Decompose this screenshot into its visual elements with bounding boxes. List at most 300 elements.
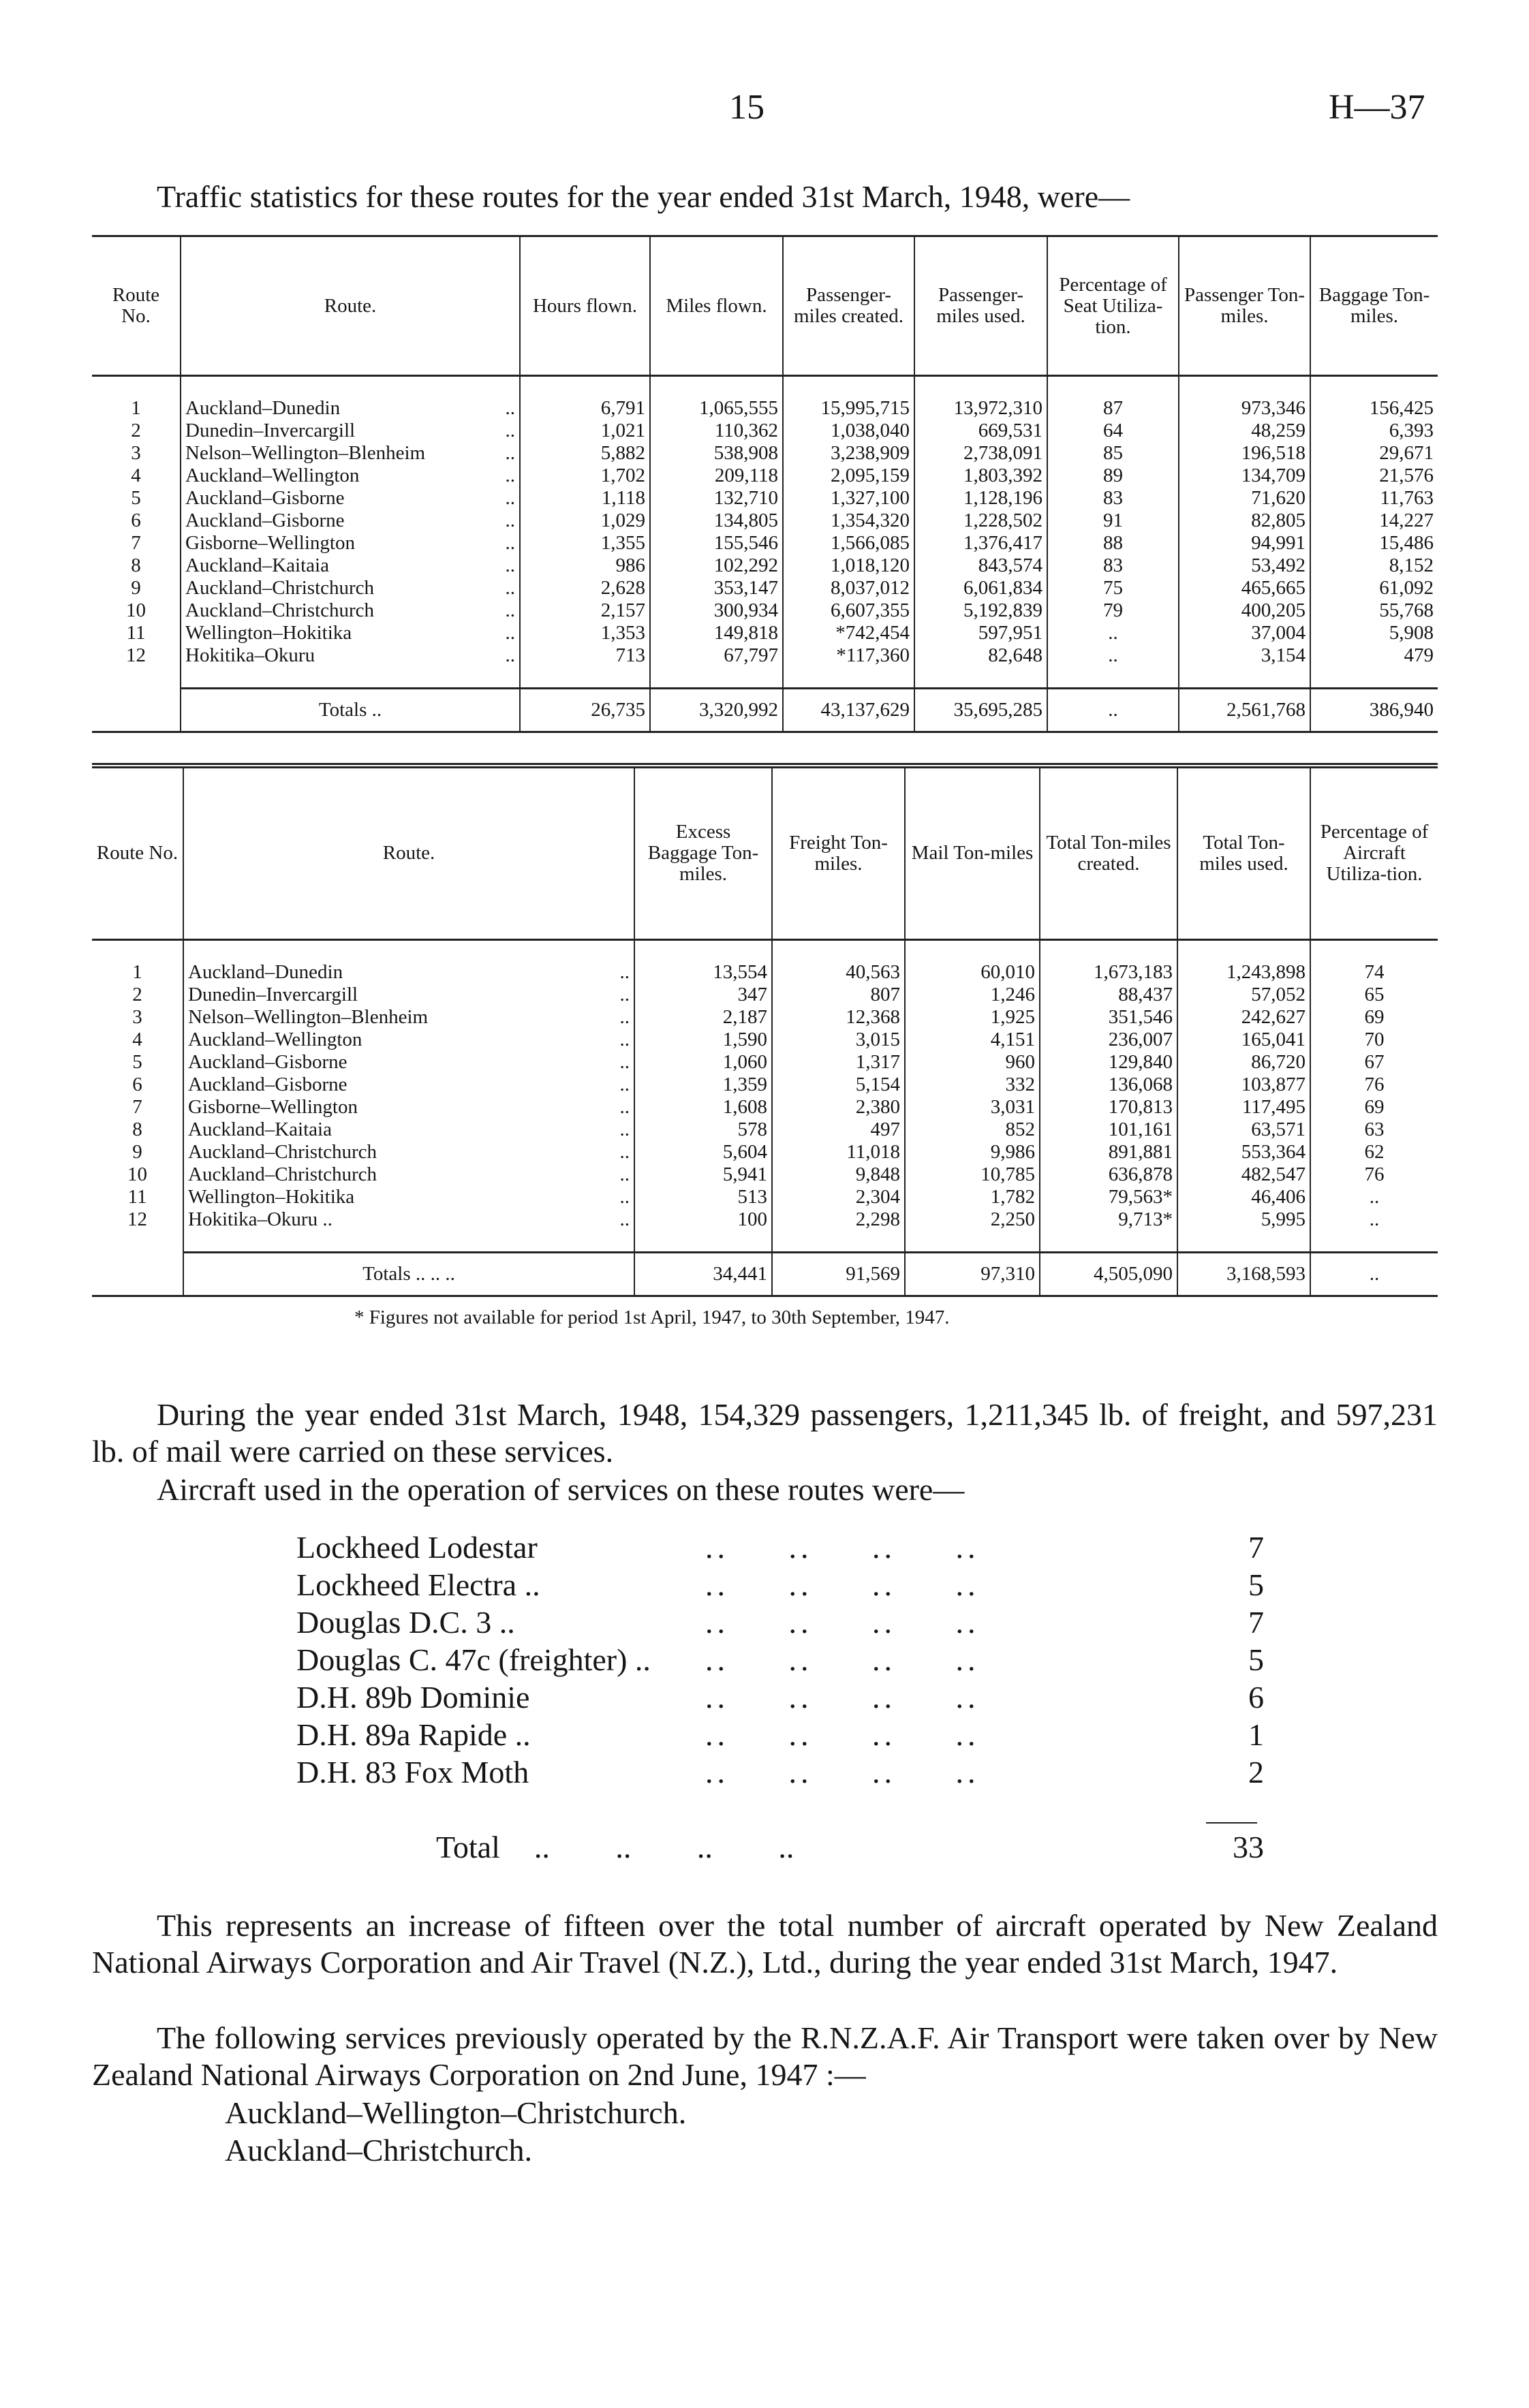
aircraft-item	[296, 1529, 1264, 1567]
paragraph-taken-over: The following services previously operated by the R.N.Z.A.F. Air Transport were taken over by New Zealand National Airways Corporation on 2nd June, 1947 :—	[92, 2020, 1438, 2092]
route-name	[181, 397, 520, 420]
dot-leader: ..	[505, 465, 515, 486]
route-name-text: Auckland–Christchurch	[188, 1140, 377, 1163]
aircraft-count: 5	[1248, 1567, 1264, 1602]
totals-row	[92, 689, 1438, 732]
route-cell	[188, 1096, 630, 1119]
empty-cell	[783, 667, 914, 689]
table-cell: 332	[905, 1074, 1040, 1096]
dot-leader: .. .. .. ..	[705, 1530, 980, 1565]
dot-leader: ..	[619, 1208, 630, 1230]
table-row	[92, 984, 1438, 1006]
table-cell: 132,710	[650, 487, 783, 510]
table-cell: 136,068	[1040, 1074, 1177, 1096]
table-cell: 1,376,417	[914, 532, 1047, 554]
route-cell	[185, 599, 515, 622]
empty-cell	[914, 376, 1047, 398]
table-cell: 400,205	[1179, 599, 1310, 622]
route-name	[181, 420, 520, 442]
route-name	[181, 622, 520, 644]
route-number: 10	[127, 1163, 147, 1185]
empty-cell	[1179, 376, 1310, 398]
table-cell: ..	[1310, 1186, 1438, 1208]
route-name-text: Auckland–Christchurch	[185, 599, 375, 621]
totals-cell: 35,695,285	[914, 689, 1047, 732]
table-cell: 79	[1047, 599, 1179, 622]
route-name-text: Auckland–Kaitaia	[188, 1118, 332, 1140]
empty-cell	[1040, 939, 1177, 961]
table-cell: 347	[634, 984, 772, 1006]
column-header: Route.	[183, 766, 634, 939]
empty-cell	[1040, 1231, 1177, 1253]
route-name	[183, 1119, 634, 1141]
route-cell	[185, 554, 515, 577]
table-cell: 2,380	[772, 1096, 905, 1119]
aircraft-name: Douglas D.C. 3 ..	[296, 1605, 515, 1640]
totals-cell: 4,505,090	[1040, 1252, 1177, 1296]
taken-over-route: Auckland–Christchurch.	[225, 2133, 532, 2168]
aircraft-count: 7	[1248, 1605, 1264, 1640]
totals-cell: 91,569	[772, 1252, 905, 1296]
empty-cell	[914, 667, 1047, 689]
empty-cell	[92, 939, 183, 961]
table-cell: 6,393	[1310, 420, 1438, 442]
table-row	[92, 644, 1438, 667]
route-cell	[188, 1141, 630, 1163]
dot-leader: .. .. .. ..	[534, 1830, 794, 1864]
table-cell: 9,713*	[1040, 1208, 1177, 1231]
empty-cell	[783, 376, 914, 398]
table-cell: 76	[1310, 1074, 1438, 1096]
table-cell: 1,228,502	[914, 510, 1047, 532]
aircraft-name: D.H. 83 Fox Moth	[296, 1755, 529, 1789]
route-cell	[185, 465, 515, 487]
table-cell: 40,563	[772, 961, 905, 984]
totals-cell: ..	[1310, 1252, 1438, 1296]
route-number: 6	[132, 1073, 142, 1095]
empty-cell	[1310, 376, 1438, 398]
table-cell: 11,018	[772, 1141, 905, 1163]
dot-leader: ..	[619, 1073, 630, 1095]
table-cell: 351,546	[1040, 1006, 1177, 1029]
route-name-text: Auckland–Christchurch	[188, 1163, 377, 1185]
table-cell: 2,250	[905, 1208, 1040, 1231]
route-cell	[188, 1029, 630, 1051]
totals-cell: 97,310	[905, 1252, 1040, 1296]
route-number: 1	[132, 960, 142, 983]
table-cell: 1,246	[905, 984, 1040, 1006]
route-name	[183, 961, 634, 984]
table-cell: 15,486	[1310, 532, 1438, 554]
table-cell: 3,031	[905, 1096, 1040, 1119]
table-cell: 1,673,183	[1040, 961, 1177, 984]
route-name-text: Hokitika–Okuru ..	[188, 1208, 333, 1230]
route-number: 8	[132, 1118, 142, 1140]
table-cell: 67,797	[650, 644, 783, 667]
empty-cell	[92, 376, 181, 398]
aircraft-count: 6	[1248, 1680, 1264, 1715]
totals-cell	[92, 1252, 183, 1296]
table-cell: 553,364	[1177, 1141, 1310, 1163]
column-header: Total Ton-miles used.	[1177, 766, 1310, 939]
totals-cell: 26,735	[520, 689, 650, 732]
route-name-text: Auckland–Wellington	[188, 1028, 362, 1050]
table-cell: 88,437	[1040, 984, 1177, 1006]
table-cell: 5,882	[520, 442, 650, 465]
table-cell: 62	[1310, 1141, 1438, 1163]
aircraft-item	[296, 1679, 1264, 1717]
table-cell: 10,785	[905, 1163, 1040, 1186]
table-cell: 156,425	[1310, 397, 1438, 420]
table-cell: 2,298	[772, 1208, 905, 1231]
document-reference: H—37	[1329, 88, 1425, 127]
table-row	[92, 1051, 1438, 1074]
table-cell: 165,041	[1177, 1029, 1310, 1051]
table-cell: 636,878	[1040, 1163, 1177, 1186]
table-row	[92, 532, 1438, 554]
table-cell: 69	[1310, 1096, 1438, 1119]
table-cell: 209,118	[650, 465, 783, 487]
table-row	[92, 622, 1438, 644]
totals-cell: 3,320,992	[650, 689, 783, 732]
route-name-text: Dunedin–Invercargill	[188, 983, 358, 1005]
table-cell: 14,227	[1310, 510, 1438, 532]
route-cell	[185, 420, 515, 442]
table-cell: 53,492	[1179, 554, 1310, 577]
dot-leader: ..	[505, 397, 515, 419]
table-cell: 21,576	[1310, 465, 1438, 487]
totals-cell: 386,940	[1310, 689, 1438, 732]
route-cell	[185, 532, 515, 554]
totals-label: Totals .. .. ..	[183, 1252, 634, 1296]
route-cell	[188, 1074, 630, 1096]
table-cell: 1,359	[634, 1074, 772, 1096]
route-number: 3	[131, 442, 141, 464]
table-cell: 46,406	[1177, 1186, 1310, 1208]
table-cell: 29,671	[1310, 442, 1438, 465]
table-cell: 11,763	[1310, 487, 1438, 510]
route-name	[183, 984, 634, 1006]
table-row	[92, 554, 1438, 577]
route-name-text: Auckland–Gisborne	[188, 1050, 348, 1073]
table-cell: 75	[1047, 577, 1179, 599]
dot-leader: ..	[619, 1140, 630, 1163]
table-cell: 55,768	[1310, 599, 1438, 622]
table-cell: 300,934	[650, 599, 783, 622]
route-number: 2	[132, 983, 142, 1005]
aircraft-item	[296, 1754, 1264, 1792]
table-cell: 236,007	[1040, 1029, 1177, 1051]
table-cell: 465,665	[1179, 577, 1310, 599]
dot-leader: .. .. .. ..	[705, 1755, 980, 1789]
dot-leader: ..	[619, 983, 630, 1005]
route-number: 9	[131, 577, 141, 599]
table-row	[92, 510, 1438, 532]
route-number: 10	[126, 599, 146, 621]
table-cell: 83	[1047, 487, 1179, 510]
route-name-text: Dunedin–Invercargill	[185, 420, 356, 441]
table-cell: 2,157	[520, 599, 650, 622]
table-cell: 960	[905, 1051, 1040, 1074]
table-cell: 6,607,355	[783, 599, 914, 622]
table-cell: 110,362	[650, 420, 783, 442]
dot-leader: ..	[619, 1118, 630, 1140]
dot-leader: ..	[505, 599, 515, 621]
spacer-row	[92, 667, 1438, 689]
table-cell: 103,877	[1177, 1074, 1310, 1096]
table-cell: 3,015	[772, 1029, 905, 1051]
table-cell: 76	[1310, 1163, 1438, 1186]
dot-leader: .. .. .. ..	[705, 1642, 980, 1677]
route-name-text: Nelson–Wellington–Blenheim	[185, 442, 426, 464]
dot-leader: ..	[505, 420, 515, 441]
route-name	[181, 532, 520, 554]
route-number: 7	[131, 532, 141, 554]
route-number: 1	[131, 397, 141, 419]
route-cell	[188, 984, 630, 1006]
table-cell: 79,563*	[1040, 1186, 1177, 1208]
route-cell	[188, 1051, 630, 1074]
table-cell: ..	[1047, 644, 1179, 667]
column-header: Route No.	[96, 842, 179, 864]
dot-leader: .. .. .. ..	[705, 1680, 980, 1715]
dot-leader: ..	[619, 1005, 630, 1028]
table-cell: 91	[1047, 510, 1179, 532]
dot-leader: ..	[505, 577, 515, 599]
table-cell: 1,608	[634, 1096, 772, 1119]
column-header: Route.	[181, 236, 520, 376]
table-cell: 12,368	[772, 1006, 905, 1029]
table-cell: 479	[1310, 644, 1438, 667]
empty-cell	[905, 939, 1040, 961]
route-name-text: Auckland–Dunedin	[185, 397, 341, 419]
table-row	[92, 961, 1438, 984]
table-row	[92, 1029, 1438, 1051]
table-cell: 713	[520, 644, 650, 667]
table-row	[92, 1163, 1438, 1186]
table-row	[92, 465, 1438, 487]
table-cell: 986	[520, 554, 650, 577]
route-cell	[188, 1006, 630, 1029]
table-cell: 5,154	[772, 1074, 905, 1096]
aircraft-item	[296, 1604, 1264, 1642]
table-cell: 60,010	[905, 961, 1040, 984]
table-cell: 1,354,320	[783, 510, 914, 532]
totals-cell: 34,441	[634, 1252, 772, 1296]
aircraft-total-count: 33	[1233, 1830, 1264, 1864]
empty-cell	[181, 376, 520, 398]
route-cell	[188, 1186, 630, 1208]
empty-cell	[1179, 667, 1310, 689]
table-cell: 1,355	[520, 532, 650, 554]
table-cell: 1,029	[520, 510, 650, 532]
route-cell	[185, 622, 515, 644]
dot-leader: ..	[505, 644, 515, 666]
route-name	[183, 1186, 634, 1208]
totals-cell: 2,561,768	[1179, 689, 1310, 732]
route-cell	[185, 577, 515, 599]
empty-cell	[650, 376, 783, 398]
route-number: 4	[132, 1028, 142, 1050]
table-cell: 1,118	[520, 487, 650, 510]
route-name	[183, 1051, 634, 1074]
empty-cell	[1310, 939, 1438, 961]
table-cell: 2,304	[772, 1186, 905, 1208]
empty-cell	[1177, 1231, 1310, 1253]
column-header: Freight Ton-miles.	[772, 766, 905, 939]
route-name-text: Gisborne–Wellington	[185, 532, 355, 554]
column-header: Passenger-miles created.	[783, 236, 914, 376]
aircraft-item	[296, 1567, 1264, 1604]
table-cell: 1,327,100	[783, 487, 914, 510]
route-name	[183, 1163, 634, 1186]
table-cell: 67	[1310, 1051, 1438, 1074]
table-cell: 94,991	[1179, 532, 1310, 554]
route-cell	[185, 487, 515, 510]
empty-cell	[92, 667, 181, 689]
dot-leader: ..	[619, 1163, 630, 1185]
table-cell: 85	[1047, 442, 1179, 465]
route-name-text: Auckland–Christchurch	[185, 577, 375, 599]
table-cell: 134,709	[1179, 465, 1310, 487]
route-name-text: Auckland–Wellington	[185, 465, 360, 486]
table-cell: 5,908	[1310, 622, 1438, 644]
column-header: Passenger-miles used.	[914, 236, 1047, 376]
route-name-text: Gisborne–Wellington	[188, 1095, 358, 1118]
route-name	[181, 554, 520, 577]
dot-leader: .. .. .. ..	[705, 1717, 980, 1752]
aircraft-item	[296, 1642, 1264, 1679]
table-cell: 891,881	[1040, 1141, 1177, 1163]
table-cell: 9,848	[772, 1163, 905, 1186]
table-cell: 149,818	[650, 622, 783, 644]
table-cell: 1,018,120	[783, 554, 914, 577]
table-cell: 1,060	[634, 1051, 772, 1074]
aircraft-list	[296, 1529, 1264, 1792]
table-cell: 8,037,012	[783, 577, 914, 599]
column-header: Mail Ton-miles	[905, 766, 1040, 939]
table-cell: 87	[1047, 397, 1179, 420]
column-header: Miles flown.	[650, 236, 783, 376]
table-cell: 6,061,834	[914, 577, 1047, 599]
totals-cell: ..	[1047, 689, 1179, 732]
empty-cell	[1047, 376, 1179, 398]
table-cell: 100	[634, 1208, 772, 1231]
table-cell: ..	[1310, 1208, 1438, 1231]
table-row	[92, 1119, 1438, 1141]
traffic-table-2	[92, 763, 1438, 1297]
route-number: 12	[127, 1208, 147, 1230]
table-cell: 1,566,085	[783, 532, 914, 554]
table-row	[92, 1208, 1438, 1231]
table-cell: 13,972,310	[914, 397, 1047, 420]
route-number: 8	[131, 554, 141, 576]
table-row	[92, 599, 1438, 622]
route-name	[181, 465, 520, 487]
aircraft-total-label: Total	[436, 1830, 500, 1864]
aircraft-count: 7	[1248, 1530, 1264, 1565]
dot-leader: ..	[505, 442, 515, 464]
table-cell: 538,908	[650, 442, 783, 465]
traffic-table-1	[92, 235, 1438, 733]
table-cell: 578	[634, 1119, 772, 1141]
spacer-row	[92, 376, 1438, 398]
route-number: 12	[126, 644, 146, 666]
route-name-text: Wellington–Hokitika	[188, 1185, 355, 1208]
totals-row	[92, 1252, 1438, 1296]
table-cell: 1,021	[520, 420, 650, 442]
table-cell: 71,620	[1179, 487, 1310, 510]
table-cell: 1,782	[905, 1186, 1040, 1208]
table-row	[92, 1096, 1438, 1119]
route-name-text: Auckland–Dunedin	[188, 960, 343, 983]
route-name-text: Auckland–Kaitaia	[185, 554, 329, 576]
table-cell: 61,092	[1310, 577, 1438, 599]
totals-label: Totals ..	[181, 689, 520, 732]
column-header: Total Ton-miles created.	[1040, 766, 1177, 939]
route-name	[181, 577, 520, 599]
route-name	[183, 1074, 634, 1096]
totals-cell: 3,168,593	[1177, 1252, 1310, 1296]
table-cell: 2,095,159	[783, 465, 914, 487]
empty-cell	[183, 939, 634, 961]
table-cell: 1,243,898	[1177, 961, 1310, 984]
table-cell: *117,360	[783, 644, 914, 667]
column-header: Excess Baggage Ton-miles.	[634, 766, 772, 939]
table-cell: 63,571	[1177, 1119, 1310, 1141]
totals-cell	[92, 689, 181, 732]
table-cell: 5,192,839	[914, 599, 1047, 622]
table-cell: *742,454	[783, 622, 914, 644]
totals-cell: 43,137,629	[783, 689, 914, 732]
table-row	[92, 420, 1438, 442]
spacer-row	[92, 939, 1438, 961]
route-number: 9	[132, 1140, 142, 1163]
table-cell: 1,702	[520, 465, 650, 487]
aircraft-name: Douglas C. 47c (freighter) ..	[296, 1642, 651, 1677]
aircraft-item	[296, 1717, 1264, 1754]
table-cell: 65	[1310, 984, 1438, 1006]
taken-over-route: Auckland–Wellington–Christchurch.	[225, 2095, 687, 2130]
table-row	[92, 487, 1438, 510]
route-cell	[188, 1163, 630, 1186]
empty-cell	[772, 1231, 905, 1253]
table-cell: 6,791	[520, 397, 650, 420]
dot-leader: ..	[619, 1095, 630, 1118]
table-cell: 482,547	[1177, 1163, 1310, 1186]
table-cell: 1,065,555	[650, 397, 783, 420]
table-cell: 129,840	[1040, 1051, 1177, 1074]
dot-leader: ..	[505, 554, 515, 576]
table-cell: 973,346	[1179, 397, 1310, 420]
paragraph-aircraft-intro: Aircraft used in the operation of services on these routes were—	[157, 1472, 965, 1507]
table-cell: 353,147	[650, 577, 783, 599]
table-cell: 86,720	[1177, 1051, 1310, 1074]
route-cell	[185, 644, 515, 667]
table-cell: 102,292	[650, 554, 783, 577]
route-name	[181, 487, 520, 510]
route-name-text: Auckland–Gisborne	[185, 510, 345, 531]
route-cell	[188, 1119, 630, 1141]
table-row	[92, 1141, 1438, 1163]
table-cell: 15,995,715	[783, 397, 914, 420]
table-cell: 82,805	[1179, 510, 1310, 532]
table-cell: 513	[634, 1186, 772, 1208]
table-cell: 4,151	[905, 1029, 1040, 1051]
route-name-text: Nelson–Wellington–Blenheim	[188, 1005, 429, 1028]
paragraph-carried: During the year ended 31st March, 1948, 154,329 passengers, 1,211,345 lb. of freight, and 597,231 lb. of mail were carried on these services.	[92, 1397, 1438, 1469]
column-header: Percentage of Seat Utiliza-tion.	[1047, 236, 1179, 376]
